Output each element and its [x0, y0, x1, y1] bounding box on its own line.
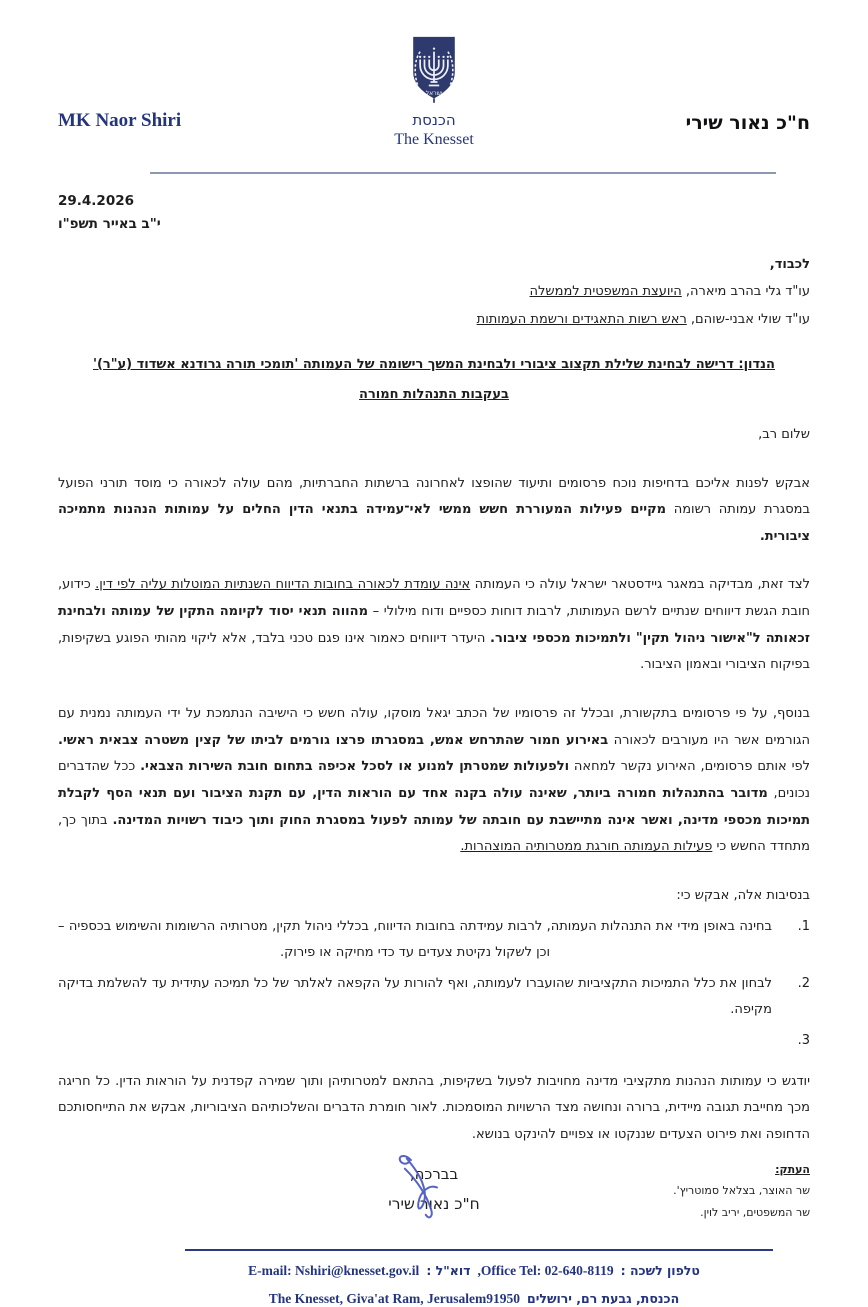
salutation: לכבוד,: [769, 256, 810, 272]
footer-phone-label: טלפון לשכה :: [620, 1262, 700, 1278]
footer-address-en: The Knesset, Giva'at Ram, Jerusalem91950: [268, 1290, 521, 1306]
subject-line-1: הנדון: דרישה לבחינת שלילת תקצוב ציבורי ולבחינת המשך רישומה של העמותה 'תומכי תורה גרודנא אשדוד (ע"ר)': [93, 357, 775, 373]
item-text: [58, 1028, 772, 1055]
item-number: 2.: [797, 975, 810, 991]
letter-body: [0, 236, 868, 1223]
footer-office-tel: ,Office Tel: 02-640-8119: [477, 1262, 614, 1278]
emblem-label: ישראל: [425, 90, 443, 97]
copy-title: העתק:: [775, 1162, 810, 1176]
requests-lead: בנסיבות אלה, אבקש כי:: [676, 887, 810, 903]
footer-email-label: דוא"ל :: [426, 1262, 471, 1278]
request-item-1: [58, 914, 810, 967]
request-item-2: [58, 971, 810, 1024]
copy-line-1: שר האוצר, בצלאל סמוטריץ'.: [673, 1184, 810, 1198]
signature-block: [334, 1159, 534, 1220]
org-name-hebrew: הכנסת: [412, 111, 456, 129]
israel-state-emblem-icon: [408, 34, 460, 104]
signature-row: [58, 1159, 810, 1223]
paragraph-3: בנוסף, על פי פרסומים בתקשורת, ובכלל זה פרסומיו של הכתב יגאל מוסקו, עולה חשש כי הישיבה הנתמכת על ידי העמותה נמנית עם הגורמים אשר היו מעורבים לכאורה באירוע חמור שהתרחש אמש, במסגרתו פרצו גורמים לביתו של קצין משטרה צבאית ראשי. לפי אותם פרסומים, האירוע נקשר למחאה ולפעולות שמטרתן למנוע או לסכל אכיפה בתחום חובת השירות הצבאי. ככל שהדברים נכונים, מדובר בהתנהלות חמורה ביותר, שאינה עולה בקנה אחד עם הוראות הדין, עם תקנת הציבור ועם תנאי הסף לקבלת תמיכות מכספי מדינה, ואשר אינה מתיישבת עם חובתה של עמותה לפעול במסגרת החוק ותוך כיבוד רשויות המדינה. בתוך כך, מתחדד החשש כי פעילות העמותה חורגת ממטרותיה המוצהרות.: [58, 706, 811, 855]
letterhead-center: [394, 34, 474, 150]
recipient-line-1: עו"ד גלי בהרב מיארה, היועצת המשפטית לממשלה: [529, 284, 810, 300]
greeting: שלום רב,: [758, 426, 810, 442]
closing-paragraph: יודגש כי עמותות הנהנות מתקציבי מדינה מחויבות לפעול בשקיפות, בהתאם למטרותיהן ותוך שמירה קפדנית על הוראות הדין. כל חריגה מכך מחייבת תגובה מיידית, ברורה ונחושה מצד הרשויות המוסמכות. לאור חומרת הדברים והשלכותיהם הציבוריות, אבקש את התייחסותכם הדחופה ואת פירוט הצעדים שננקטו או צפויים להינקט בנושא.: [58, 1073, 810, 1143]
date-hebrew: י"ב באייר תשפ"ו: [58, 215, 161, 232]
footer-contact-line: [0, 1263, 868, 1279]
signoff-name: ח"כ נאור שירי: [388, 1194, 480, 1213]
requests-list: [58, 914, 810, 1055]
date-gregorian: 29.4.2026: [58, 192, 135, 209]
mk-name-hebrew: ח"כ נאור שירי: [685, 112, 810, 134]
subject-line-2: בעקבות התנהלות חמורה: [359, 387, 509, 403]
footer-address-he: הכנסת, גבעת רם, ירושלים: [527, 1290, 680, 1306]
paragraph-1: אבקש לפנות אליכם בדחיפות נוכח פרסומים ותיעוד שהופצו לאחרונה ברשתות החברתיות, מהם עולה לכאורה כי מוסד תורני הפועל במסגרת עמותה רשומה מקיים פעילות המעוררת חשש ממשי לאי־עמידה בתנאי הדין החלים על עמותות הנהנות מתמיכה ציבורית.: [58, 475, 810, 544]
header-rule: [150, 172, 776, 174]
item-number: 3.: [797, 1033, 810, 1049]
mk-name-english: MK Naor Shiri: [58, 110, 182, 131]
subject-block: [58, 350, 810, 410]
item-text: בחינה באופן מידי את התנהלות העמותה, לרבות עמידתה בחובות הדיווח, בכללי ניהול תקין, מטרותיה הרשומות והשימוש בכספיה – וכן לשקול נקיטת צעדים עד כדי מחיקה או פירוק.: [58, 918, 772, 961]
footer: [0, 1249, 868, 1307]
item-text: לבחון את כלל התמיכות התקציביות שהועברו לעמותה, ואף להורות על הקפאה לאלתר של כל תמיכה עתידית עד להשלמת בדיקה מקיפה.: [58, 975, 772, 1018]
footer-email: E-mail: Nshiri@knesset.gov.il: [248, 1262, 420, 1278]
letterhead: [0, 0, 868, 150]
footer-rule: [185, 1249, 773, 1251]
signoff-salutation: בברכה,: [409, 1164, 459, 1183]
copy-block: [534, 1159, 810, 1223]
paragraph-2: לצד זאת, מבדיקה במאגר גיידסטאר ישראל עולה כי העמותה אינה עומדת לכאורה בחובות הדיווח השנתיות המוטלות עליה לפי דין. כידוע, חובת הגשת דיווחים שנתיים לרשם העמותות, לרבות דוחות כספיים ודוח מילולי – מהווה תנאי יסוד לקיומה התקין של עמותה ולבחינת זכאותה ל"אישור ניהול תקין" ולתמיכות מכספי ציבור. היעדר דיווחים כאמור אינו פגם טכני בלבד, אלא ליקוי מהותי הפוגע בשקיפות, בפיקוח הציבורי ובאמון הציבור.: [58, 577, 810, 673]
request-item-3: [58, 1028, 810, 1055]
date-block: [58, 190, 161, 236]
footer-address-line: [0, 1291, 868, 1307]
recipient-line-2: עו"ד שולי אבני-שוהם, ראש רשות התאגידים ורשמת העמותות: [476, 312, 810, 328]
copy-line-2: שר המשפטים, יריב לוין.: [700, 1205, 810, 1219]
org-name-english: The Knesset: [394, 130, 474, 148]
item-number: 1.: [797, 918, 810, 934]
